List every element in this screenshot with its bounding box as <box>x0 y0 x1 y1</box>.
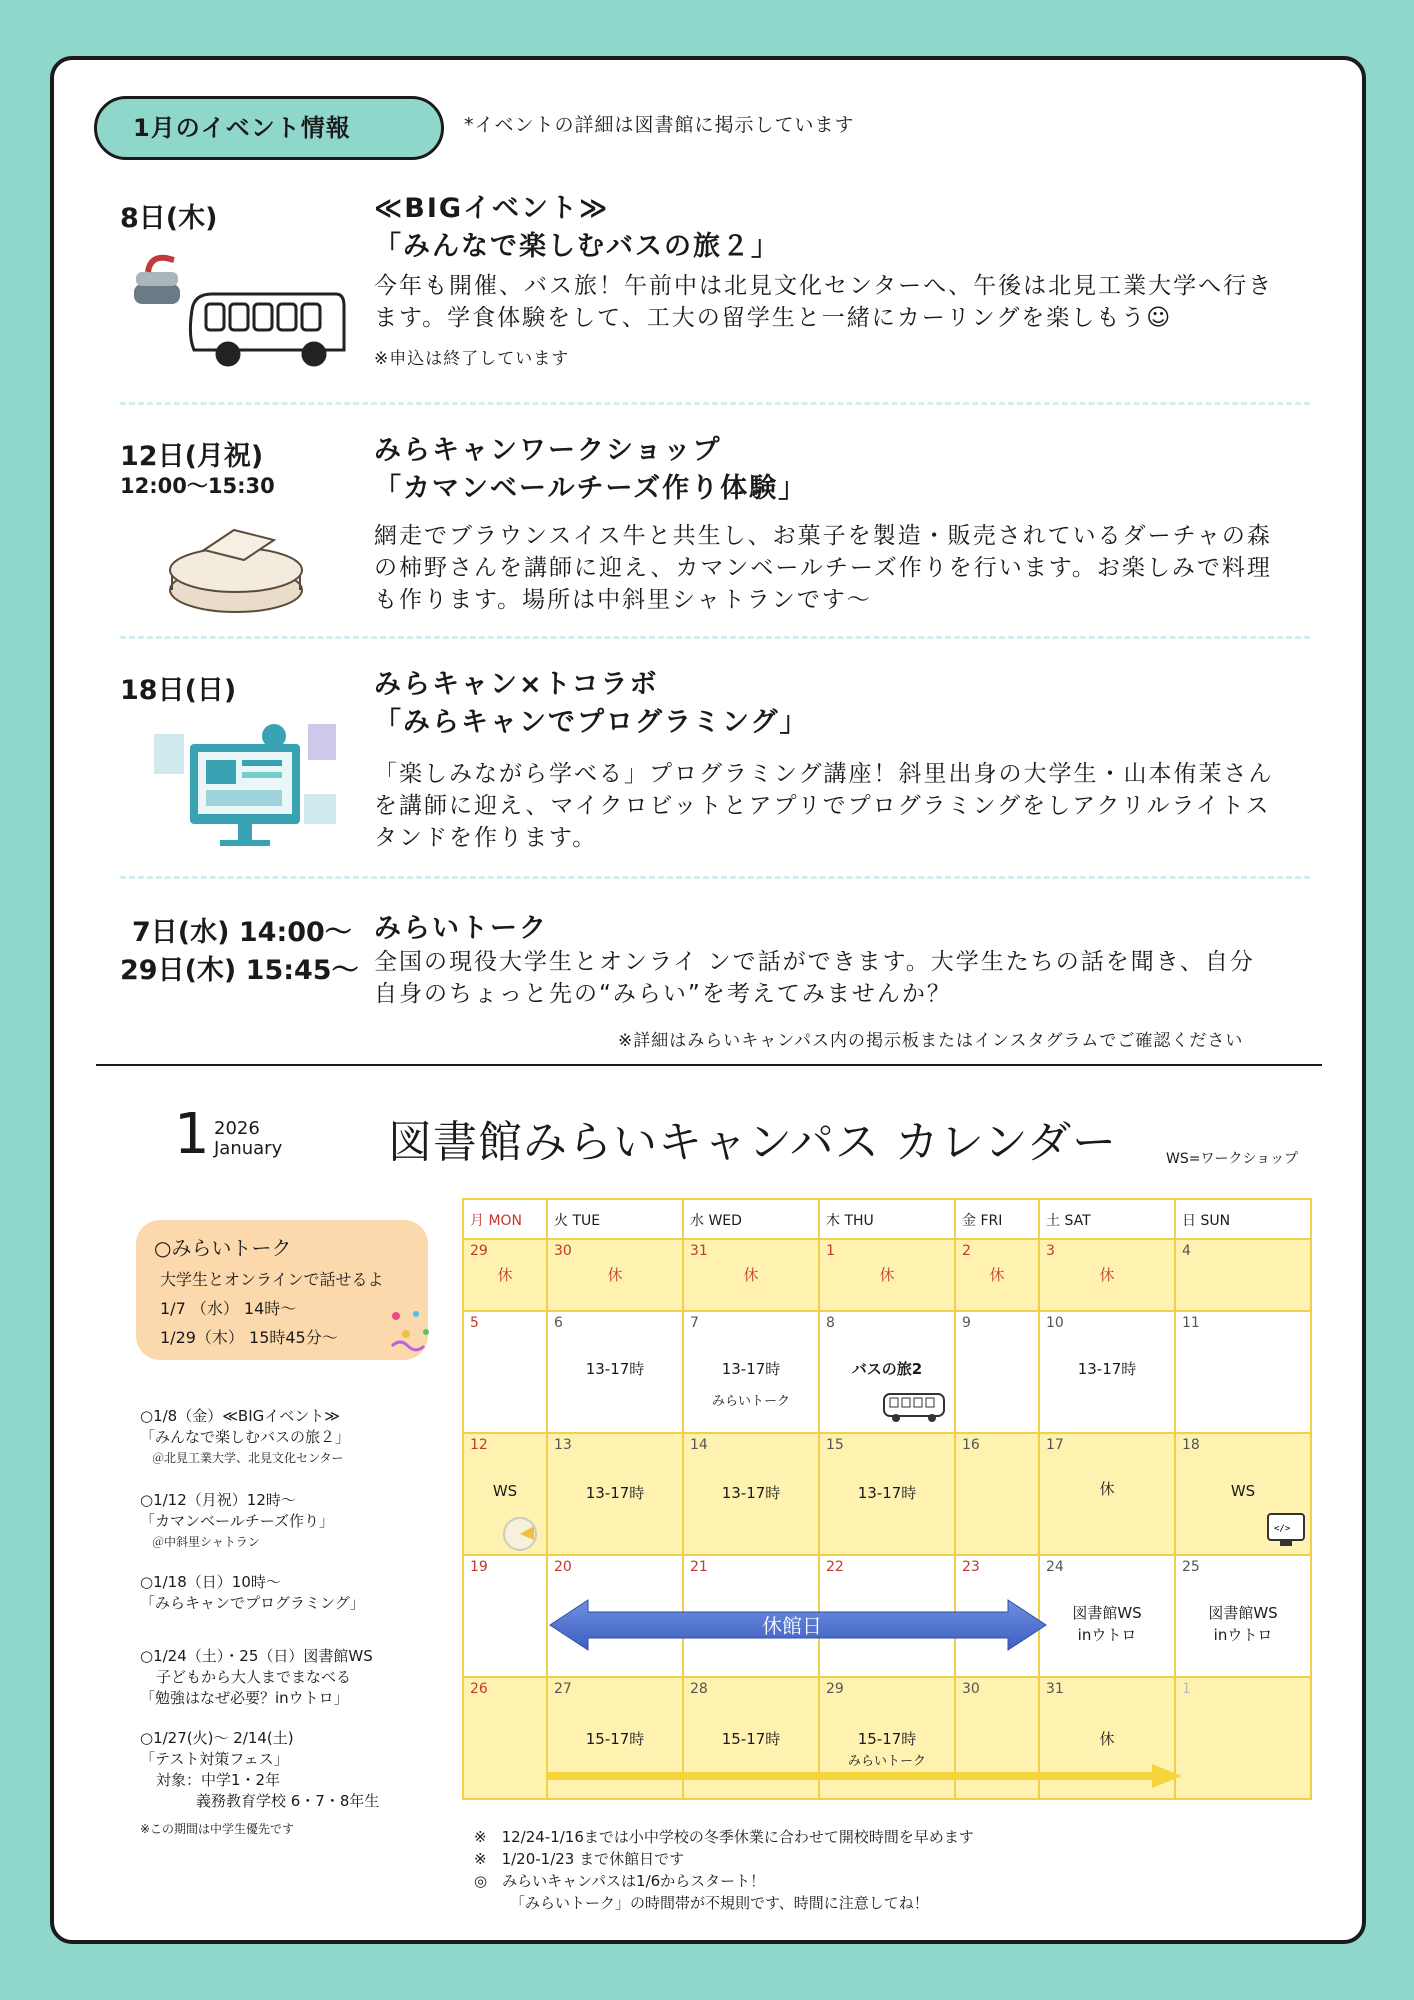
week-row <box>463 1239 1311 1311</box>
curling-stone-icon <box>134 258 180 304</box>
event4-date1: 7日(水) 14:00〜 <box>132 917 352 948</box>
confetti-icon <box>386 1306 436 1366</box>
calendar-month-number: 1 <box>174 1102 210 1167</box>
talk-line2: 1/7 （水） 14時〜 <box>160 1299 297 1318</box>
month-events-pill: 1月のイベント情報 <box>94 96 444 160</box>
footer-note-2: ※ 1/20-1/23 まで休館日です <box>474 1850 685 1868</box>
weekday-sat: 土 SAT <box>1039 1199 1175 1239</box>
ws-legend: WS=ワークショップ <box>1166 1151 1299 1167</box>
day-cell: 21 <box>683 1555 819 1677</box>
bus-icon <box>882 1390 948 1426</box>
day-cell: 31 休 <box>1039 1677 1175 1799</box>
mirai-talk-box <box>136 1220 428 1360</box>
day-cell: 16 <box>955 1433 1039 1555</box>
day-cell: 18 WS </> <box>1175 1433 1311 1555</box>
event1-text: 今年も開催、バス旅！午前中は北見文化センターへ、午後は北見工業大学へ行きます。学食体験をして、工大の留学生と一緒にカーリングを楽しもう☺ <box>374 273 1274 331</box>
event4-date2: 29日(木) 15:45〜 <box>120 955 359 986</box>
calendar-title: 図書館みらいキャンパス カレンダー <box>388 1117 1118 1168</box>
separator <box>120 876 1310 879</box>
weekday-sun: 日 SUN <box>1175 1199 1311 1239</box>
day-cell: 11 <box>1175 1311 1311 1433</box>
talk-title: ○みらいトーク <box>154 1236 292 1260</box>
week-row <box>463 1433 1311 1555</box>
calendar-year: 2026 <box>214 1118 260 1139</box>
day-cell: 4 <box>1175 1239 1311 1311</box>
day-cell: 6 13-17時 <box>547 1311 683 1433</box>
weekday-tue: 火 TUE <box>547 1199 683 1239</box>
event3-text: 「楽しみながら学べる」プログラミング講座！斜里出身の大学生・山本侑茉さんを講師に迎え、マイクロビットとアプリでプログラミングをしアクリルライトスタンドを作ります。 <box>374 761 1274 851</box>
day-cell: 29 休 <box>463 1239 547 1311</box>
day-cell: 20 <box>547 1555 683 1677</box>
event2-date: 12日(月祝) <box>120 441 264 472</box>
side-event-4: ○1/24（土）・25（日）図書館WS 子どもから大人までまなべる 「勉強はなぜ必要？inウトロ」 <box>140 1647 373 1707</box>
weekday-thu: 木 THU <box>819 1199 955 1239</box>
test-fest-arrow <box>548 1762 1184 1790</box>
footer-note-1: ※ 12/24-1/16までは小中学校の冬季休業に合わせて開校時間を早めます <box>474 1828 974 1846</box>
separator <box>120 636 1310 639</box>
day-cell: 30 <box>955 1677 1039 1799</box>
separator <box>120 402 1310 405</box>
calendar-grid <box>462 1198 1312 1800</box>
day-cell: 13 13-17時 <box>547 1433 683 1555</box>
footer-note-3: ◎ みらいキャンパスは1/6からスタート！ <box>474 1872 766 1890</box>
bus-curling-illustration <box>130 250 370 380</box>
event2-title2: 「カマンベールチーズ作り体験」 <box>374 473 808 504</box>
day-cell: 17 休 <box>1039 1433 1175 1555</box>
day-cell: 3 休 <box>1039 1239 1175 1311</box>
event2-text: 網走でブラウンスイス牛と共生し、お菓子を製造・販売されているダーチャの森の柿野さんを講師に迎え、カマンベールチーズ作りを行います。お楽しみで料理も作ります。場所は中斜里シャトランです〜 <box>374 523 1272 613</box>
header-note: *イベントの詳細は図書館に掲示しています <box>464 114 855 136</box>
side-event-5: ○1/27(火)〜 2/14(土) 「テスト対策フェス」 対象：中学1・2年 義務教育学校 6・7・8年生 <box>140 1729 380 1810</box>
day-cell: 28 15-17時 <box>683 1677 819 1799</box>
cheese-illustration <box>164 510 314 620</box>
details-note: ※詳細はみらいキャンパス内の掲示板またはインスタグラムでご確認ください <box>618 1031 1244 1051</box>
bus-icon <box>190 294 344 365</box>
talk-line3: 1/29（木） 15時45分〜 <box>160 1328 338 1347</box>
footer-note-4: 「みらいトーク」の時間帯が不規則です、時間に注意してね！ <box>510 1894 929 1912</box>
cheese-icon <box>498 1516 542 1552</box>
day-cell: 24 図書館WS inウトロ <box>1039 1555 1175 1677</box>
event2-title1: みらキャンワークショップ <box>374 435 722 466</box>
day-cell: 31 休 <box>683 1239 819 1311</box>
weekday-fri: 金 FRI <box>955 1199 1039 1239</box>
day-cell: 5 <box>463 1311 547 1433</box>
event3-title1: みらキャン×トコラボ <box>374 669 659 700</box>
week-row <box>463 1311 1311 1433</box>
computer-icon <box>1266 1512 1306 1550</box>
side-event-2: ○1/12（月祝）12時〜 「カマンベールチーズ作り」 ＠中斜里シャトラン <box>140 1491 334 1549</box>
talk-line1: 大学生とオンラインで話せるよ <box>160 1270 384 1289</box>
day-cell: 25 図書館WS inウトロ <box>1175 1555 1311 1677</box>
day-cell: 29 15-17時 みらいトーク <box>819 1677 955 1799</box>
divider <box>96 1064 1322 1066</box>
weekday-mon: 月 MON <box>463 1199 547 1239</box>
event1-title2: 「みんなで楽しむバスの旅２」 <box>374 231 780 262</box>
programming-illustration <box>150 714 340 856</box>
day-cell: 7 13-17時 みらいトーク <box>683 1311 819 1433</box>
day-cell: 2 休 <box>955 1239 1039 1311</box>
event1-note: ※申込は終了しています <box>374 349 570 369</box>
event1-date: 8日(木) <box>120 203 218 234</box>
event4-text: 全国の現役大学生とオンライ ンで話ができます。大学生たちの話を聞き、自分自身のちょっと先の“みらい”を考えてみませんか？ <box>374 949 1255 1007</box>
weekday-wed: 水 WED <box>683 1199 819 1239</box>
svg-text:</>: </> <box>1274 1524 1291 1534</box>
event4-title: みらいトーク <box>374 913 548 944</box>
day-cell: 30 休 <box>547 1239 683 1311</box>
day-cell: 19 <box>463 1555 547 1677</box>
day-cell: 22 <box>819 1555 955 1677</box>
event2-time: 12:00〜15:30 <box>120 474 275 498</box>
flyer-card <box>50 56 1366 1944</box>
day-cell: 14 13-17時 <box>683 1433 819 1555</box>
day-cell: 26 <box>463 1677 547 1799</box>
side-event-3: ○1/18（日）10時〜 「みらキャンでプログラミング」 <box>140 1573 365 1612</box>
day-cell: 9 <box>955 1311 1039 1433</box>
side-event-1: ○1/8（金）≪BIGイベント≫ 「みんなで楽しむバスの旅２」 ＠北見工業大学、北見文化センター <box>140 1407 351 1465</box>
event3-date: 18日(日) <box>120 675 237 706</box>
day-cell: 23 <box>955 1555 1039 1677</box>
day-cell: 10 13-17時 <box>1039 1311 1175 1433</box>
day-cell: 27 15-17時 <box>547 1677 683 1799</box>
event1-title1: ≪BIGイベント≫ <box>374 193 610 224</box>
day-cell: 15 13-17時 <box>819 1433 955 1555</box>
calendar-month-name: January <box>214 1138 283 1159</box>
closed-label: 休館日 <box>762 1614 822 1638</box>
day-cell: 12 WS <box>463 1433 547 1555</box>
side-note: ※この期間は中学生優先です <box>140 1822 295 1836</box>
day-cell: 8 バスの旅2 <box>819 1311 955 1433</box>
event3-title2: 「みらキャンでプログラミング」 <box>374 707 809 738</box>
day-cell: 1 <box>1175 1677 1311 1799</box>
day-cell: 1 休 <box>819 1239 955 1311</box>
weekday-header <box>463 1199 1311 1239</box>
